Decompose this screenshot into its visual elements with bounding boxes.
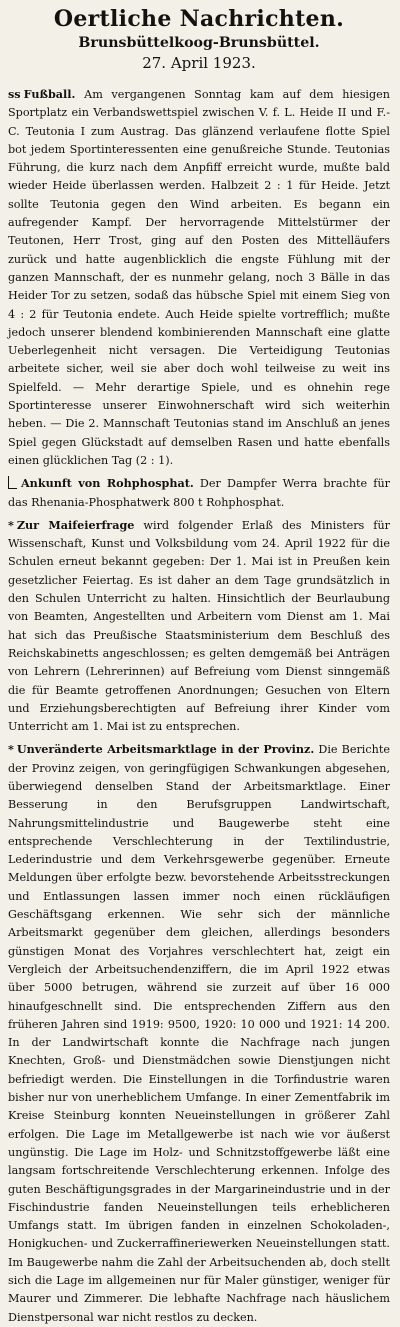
bracket-mark bbox=[8, 476, 17, 489]
article-mark: * bbox=[8, 742, 14, 757]
section-title: Oertliche Nachrichten. bbox=[53, 6, 345, 32]
article-maifeier bbox=[8, 516, 390, 737]
article-heading: Unveränderte Arbeitsmarktlage in der Provinz. bbox=[16, 742, 315, 757]
article-arbeitsmarkt bbox=[8, 740, 390, 1327]
article-body: wird folgender Erlaß des Ministers für Wissenschaft, Kunst und Volksbildung vom 24. April 1922 für die Schulen erneut bekannt gegeben: Der 1. Mai ist in Preußen kein gesetzlicher Feiertag. Es ist daher an dem Tage grundsätzlich in den Schulen Unterricht zu halten. Hinsichtlich der Beurlaubung von Beamten, Angestellten und Arbeitern vom Dienst am 1. Mai hat sich das Preußische Staatsministerium dem Beschluß des Reichskabinetts angeschlossen; es gelten demgemäß bei Anträgen von Lehrern (Lehrerinnen) auf Befreiung vom Dienst sinngemäß die für Beamte getroffenen Anordnungen; Gesuchen von Eltern und Erziehungsberechtigten auf Befreiung ihrer Kinder vom Unterricht am 1. Mai ist zu entsprechen. bbox=[8, 518, 390, 734]
article-heading: Ankunft von Rohphosphat. bbox=[21, 476, 194, 491]
article-rohphosphat bbox=[8, 474, 390, 512]
article-mark: * bbox=[8, 517, 14, 532]
dateline: 27. April 1923. bbox=[142, 54, 256, 72]
article-heading: Zur Maifeierfrage bbox=[16, 517, 135, 532]
article-mark: ss bbox=[8, 87, 21, 101]
masthead bbox=[8, 6, 390, 73]
article-body: Am vergangenen Sonntag kam auf dem hiesigen Sportplatz ein Verbandswettspiel zwischen V. f. L. Heide II und F.-C. Teutonia I zum Austrag. Das glänzend verlaufene flotte Spiel bot jedem Sportinteressenten eine genußreiche Stunde. Teutonias Führung, die kurz nach dem Anpfiff erreicht wurde, mußte bald wieder Heide überlassen werden. Halbzeit 2 : 1 für Heide. Jetzt sollte Teutonia gegen den Wind arbeiten. Es begann ein aufregender Kampf. Der hervorragende Mittelstürmer der Teutonen, Herr Trost, ging auf den Posten des Mittelläufers zurück und hatte augenblicklich die engste Fühlung mit der ganzen Mannschaft, der es nunmehr gelang, noch 3 Bälle in das Heider Tor zu setzen, sodaß das hübsche Spiel mit einem Sieg von 4 : 2 für Teutonia endete. Auch Heide spielte vortrefflich; mußte jedoch unserer blendend kombinierenden Mannschaft eine glatte Ueberlegenheit nicht versagen. Die Verteidigung Teutonias arbeitete sicher, weil sie aber doch wohl teilweise zu weit ins Spielfeld. — Mehr derartige Spiele, und es ohnehin rege Sportinteresse unserer Einwohnerschaft wird sich weiterhin heben. — Die 2. Mannschaft Teutonias stand im Anschluß an jenes Spiel gegen Glückstadt auf demselben Rasen und hatte ebenfalls einen glücklichen Tag (2 : 1). bbox=[8, 88, 391, 467]
article-fussball bbox=[8, 85, 390, 470]
article-body: Der Dampfer Werra brachte für das Rhenania-Phosphatwerk 800 t Rohphosphat. bbox=[8, 477, 391, 509]
article-heading: Fußball. bbox=[23, 87, 76, 101]
article-body: Die Berichte der Provinz zeigen, von geringfügigen Schwankungen abgesehen, überwiegend denselben Stand der Arbeitsmarktlage. Einer Besserung in den Berufsgruppen Landwirtschaft, Nahrungsmittelindustrie und Baugewerbe steht eine entsprechende Verschlechterung in der Textilindustrie, Lederindustrie und dem Verkehrsgewerbe gegenüber. Erneute Meldungen über erfolgte bezw. bevorstehende Arbeitsstreckungen und Entlassungen lassen immer noch einen rückläufigen Geschäftsgang erkennen. Wie sehr sich der männliche Arbeitsmarkt gegenüber dem gleichen, allerdings besonders günstigen Monat des Vorjahres verschlechtert hat, zeigt ein Vergleich der Arbeitsuchendenziffern, die im April 1922 etwas über 5000 betrugen, während sie zurzeit auf über 16 000 hinaufgeschnellt sind. Die entsprechenden Ziffern aus den früheren Jahren sind 1919: 9500, 1920: 10 000 und 1921: 14 200. In der Landwirtschaft konnte die Nachfrage nach jungen Knechten, Groß- und Dienstmädchen sowie Dienstjungen nicht befriedigt werden. Die Einstellungen in die Torfindustrie waren bisher nur von unerheblichem Umfange. In einer Zementfabrik im Kreise Steinburg konnten Neueinstellungen in größerer Zahl erfolgen. Die Lage im Metallgewerbe ist nach wie vor äußerst ungünstig. Die Lage im Holz- und Schnitzstoffgewerbe läßt eine langsam fortschreitende Verschlechterung erkennen. Infolge des guten Beschäftigungsgrades in der Margarineindustrie und in der Fischindustrie fanden Neueinstellungen teils erheblicheren Umfangs statt. Im übrigen fanden in einzelnen Schokoladen-, Honigkuchen- und Zuckerraffineriewerken Neueinstellungen statt. Im Baugewerbe nahm die Zahl der Arbeitsuchenden ab, doch stellt sich die Lage im allgemeinen nur für Maler günstiger, weniger für Maurer und Zimmerer. Die lebhafte Nachfrage nach häuslichem Dienstpersonal war nicht restlos zu decken. bbox=[8, 743, 390, 1324]
locality-subtitle: Brunsbüttelkoog-Brunsbüttel. bbox=[78, 35, 320, 51]
